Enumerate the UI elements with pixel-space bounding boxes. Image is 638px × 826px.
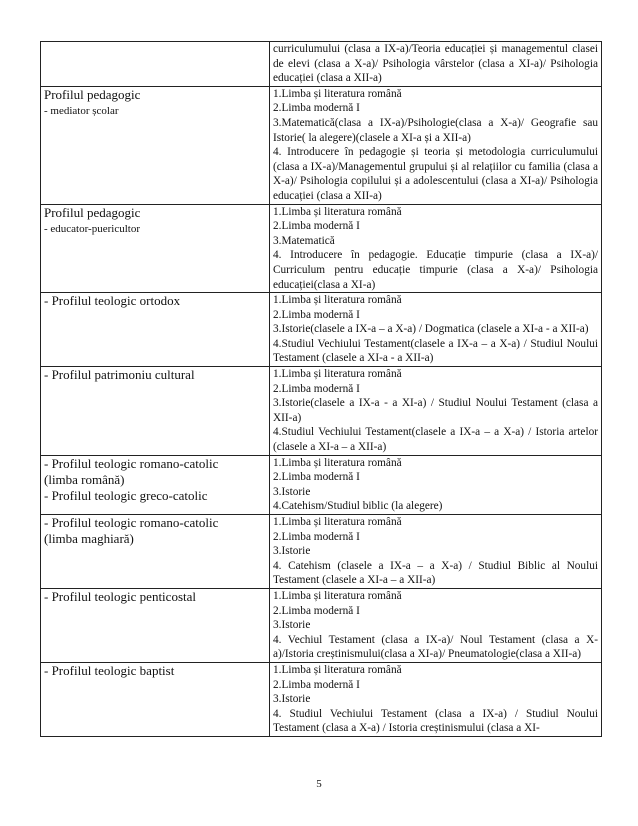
profile-name: - Profilul teologic penticostal	[44, 588, 196, 604]
subject-line: curriculumului (clasa a IX-a)/Teoria educației și managementul clasei de elevi (clasa a X-a)/ Psihologia vârstelor (clasa a XI-a)/ Psihologia educației (clasa a XII-a)	[273, 43, 598, 85]
profile-cell	[41, 455, 270, 514]
subjects-cell	[270, 86, 602, 204]
subject-line: 2.Limba modernă I	[273, 471, 360, 484]
subjects-cell	[270, 455, 602, 514]
profile-name: - Profilul patrimoniu cultural	[44, 367, 195, 383]
subjects-cell	[270, 42, 602, 87]
profile-name: Profilul pedagogic	[44, 204, 141, 220]
subjects-cell	[270, 515, 602, 589]
profile-cell	[41, 662, 270, 736]
subject-line: 1.Limba și literatura română	[273, 516, 402, 528]
subject-line: 3.Matematică	[273, 234, 335, 247]
subjects-cell	[270, 367, 602, 456]
page-number: 5	[316, 778, 322, 790]
table-row	[41, 662, 602, 736]
subject-line: 4. Introducere în pedagogie și teoria și metodologia curriculumului (clasa a IX-a)/Managementul grupului și al relațiilor cu familia (clasa a X-a)/ Psihologia copilului și a adolescentului (clasa a XI-a)/ Psihologia educației (clasa a XII-a)	[273, 146, 598, 202]
subject-line: 4. Studiul Vechiului Testament (clasa a IX-a) / Studiul Noului Testament (clasa a X-a) / Istoria creștinismului (clasa a XI-	[273, 707, 598, 735]
subject-line: 4.Studiul Vechiului Testament(clasele a IX-a – a X-a) / Studiul Noului Testament (clasele a XI-a - a XII-a)	[273, 337, 598, 365]
subjects-cell	[270, 204, 602, 293]
subject-line: 2.Limba modernă I	[273, 678, 360, 691]
subject-line: 4. Vechiul Testament (clasa a IX-a)/ Noul Testament (clasa a X-a)/Istoria creștinismului(clasa a XI-a)/ Pneumatologie(clasa a XII-a)	[273, 633, 598, 661]
subject-line: 2.Limba modernă I	[273, 308, 360, 321]
profile-cell	[41, 588, 270, 662]
subject-line: 3.Istorie(clasele a IX-a - a XI-a) / Studiul Noului Testament (clasa a XII-a)	[273, 397, 598, 424]
profile-cell	[41, 367, 270, 456]
subject-line: 1.Limba și literatura română	[273, 205, 402, 218]
table-row	[41, 293, 602, 367]
subject-line: 3.Istorie	[273, 619, 311, 632]
profile-name: - Profilul teologic baptist	[44, 662, 175, 678]
profile-name: (limba română)	[44, 471, 125, 487]
subject-line: 1.Limba și literatura română	[273, 368, 402, 381]
subject-line: 3.Matematică(clasa a IX-a)/Psihologie(clasa a X-a)/ Geografie sau Istorie( la alegere)(clasele a XI-a și a XII-a)	[273, 116, 598, 144]
profile-cell	[41, 42, 270, 87]
profile-name: - Profilul teologic ortodox	[44, 293, 181, 309]
profile-cell	[41, 515, 270, 589]
profile-name: - Profilul teologic greco-catolic	[44, 487, 208, 503]
table-row	[41, 367, 602, 456]
profile-cell	[41, 204, 270, 293]
profile-name: (limba maghiară)	[44, 531, 134, 546]
subject-line: 3.Istorie	[273, 545, 311, 558]
subject-line: 2.Limba modernă I	[273, 530, 360, 543]
subjects-cell	[270, 588, 602, 662]
subjects-cell	[270, 293, 602, 367]
table-row	[41, 86, 602, 204]
profile-name: - Profilul teologic romano-catolic	[44, 455, 219, 471]
profile-cell	[41, 86, 270, 204]
profile-specialization: - mediator școlar	[44, 104, 119, 117]
subject-line: 1.Limba și literatura română	[273, 87, 402, 100]
subject-line: 1.Limba și literatura română	[273, 456, 402, 469]
profile-name: - Profilul teologic romano-catolic	[44, 515, 219, 530]
subject-line: 2.Limba modernă I	[273, 382, 360, 395]
profile-name: Profilul pedagogic	[44, 86, 141, 102]
table-row	[41, 204, 602, 293]
subject-line: 2.Limba modernă I	[273, 102, 360, 115]
subject-line: 1.Limba și literatura română	[273, 294, 402, 307]
subjects-cell	[270, 662, 602, 736]
subject-line: 4. Catehism (clasele a IX-a – a X-a) / Studiul Biblic al Noului Testament (clasele a XI-a – a XII-a)	[273, 559, 598, 587]
subject-line: 1.Limba și literatura română	[273, 589, 402, 602]
subject-line: 3.Istorie	[273, 693, 311, 706]
profile-cell	[41, 293, 270, 367]
subject-line: 1.Limba și literatura română	[273, 663, 402, 676]
profile-specialization: - educator-puericultor	[44, 222, 140, 235]
subject-line: 4.Studiul Vechiului Testament(clasele a IX-a – a X-a) / Istoria artelor (clasele a XI-a – a XII-a)	[273, 426, 598, 454]
table-row	[41, 588, 602, 662]
subject-line: 4.Catehism/Studiul biblic (la alegere)	[273, 500, 443, 513]
table-row	[41, 455, 602, 514]
table-row	[41, 515, 602, 589]
subject-line: 4. Introducere în pedagogie. Educație timpurie (clasa a IX-a)/ Curriculum pentru educație timpurie (clasa a X-a)/ Psihologia educației(clasa a XI-a)	[273, 249, 598, 291]
table-row	[41, 42, 602, 87]
subject-line: 3.Istorie(clasele a IX-a – a X-a) / Dogmatica (clasele a XI-a - a XII-a)	[273, 323, 589, 336]
curriculum-table	[40, 41, 602, 737]
subject-line: 2.Limba modernă I	[273, 220, 360, 233]
subject-line: 3.Istorie	[273, 485, 311, 498]
subject-line: 2.Limba modernă I	[273, 604, 360, 617]
